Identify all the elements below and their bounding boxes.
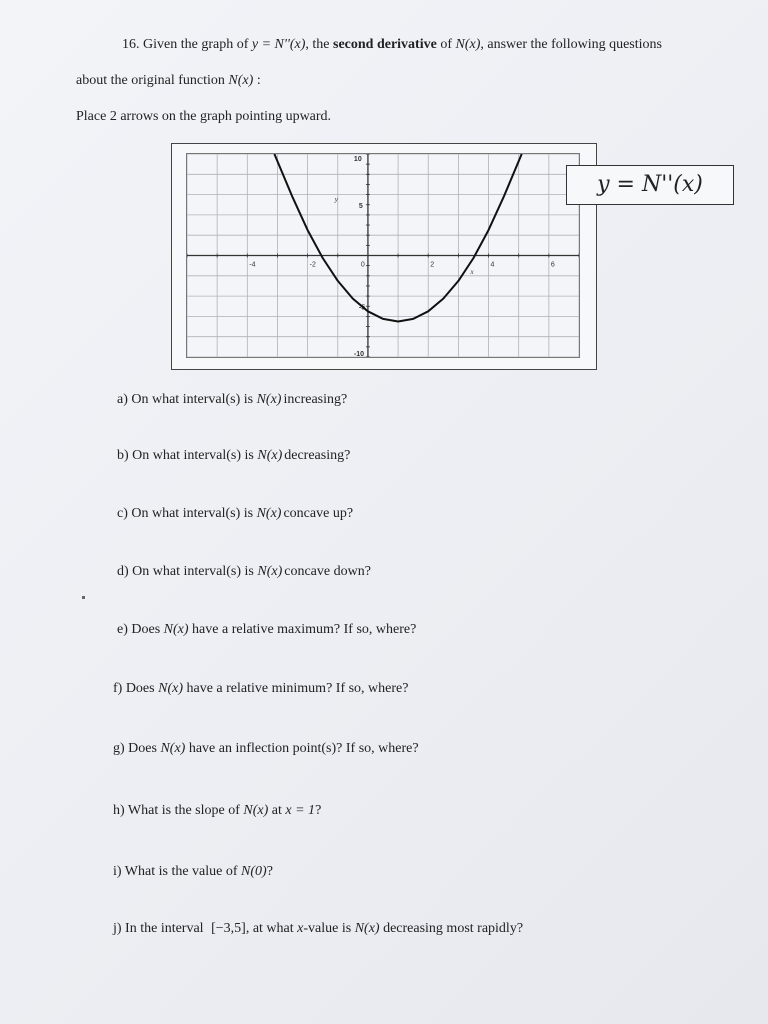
y-tick-label: 5 [358,202,363,210]
problem-header-line2: about the original function N(x) : [76,73,261,88]
stray-mark [82,596,85,599]
question-g: g) Does N(x) have an inflection point(s)? If so, where? [113,741,419,756]
x-tick-label: -2 [309,261,316,269]
y-tick-label: 10 [353,156,362,163]
x-tick-label: 6 [550,261,555,269]
x-tick-label: -4 [249,261,256,269]
instruction-text: Place 2 arrows on the graph pointing upward. [76,109,332,124]
x-tick-label: 0 [360,261,365,269]
graph-area[interactable] [186,153,580,358]
question-j: j) In the interval [−3,5], at what x-value is N(x) decreasing most rapidly? [113,921,524,936]
x-tick-label: 4 [490,261,495,269]
question-d: d) On what interval(s) is N(x) concave down? [117,564,371,579]
problem-number: 16. [122,37,140,52]
question-f: f) Does N(x) have a relative minimum? If so, where? [113,681,409,696]
y-tick-label: -5 [358,304,366,312]
graph-label: y = N''(x) [566,165,734,205]
question-i: i) What is the value of N(0)? [113,864,273,879]
y-tick-label: -10 [353,351,365,357]
question-h: h) What is the slope of N(x) at x = 1? [113,803,322,818]
question-c: c) On what interval(s) is N(x) concave up? [117,506,354,521]
question-a: a) On what interval(s) is N(x) increasing? [117,392,348,407]
x-tick-label: 2 [430,261,435,269]
question-b: b) On what interval(s) is N(x) decreasing? [117,448,351,463]
y-axis-letter: y [334,195,338,204]
second-derivative-graph [187,154,579,357]
question-e: e) Does N(x) have a relative maximum? If so, where? [117,622,417,637]
x-axis-letter: x [470,267,474,276]
problem-header: 16. Given the graph of y = N''(x), the second derivative of N(x), answer the following questions [122,37,662,52]
